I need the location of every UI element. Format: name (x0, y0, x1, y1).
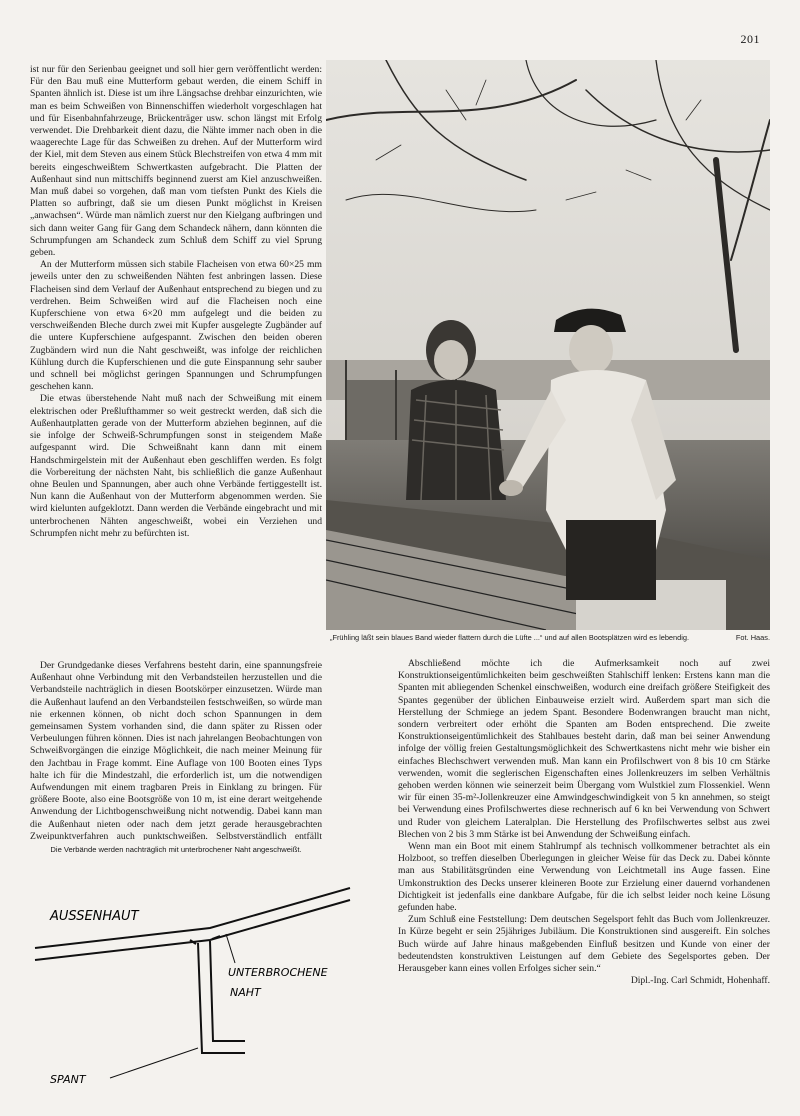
photo-credit: Fot. Haas. (735, 633, 770, 642)
seam-leader (226, 934, 235, 963)
photo-caption (330, 633, 770, 642)
paragraph: Abschließend möchte ich die Aufmerksamkeit noch auf zwei Konstruktionseigentümlichkeiten beim geschweißten Stahlschiff lenken: Erstens kann man die Spanten mit abliegenden Schenkel einschweißen, wodurch eine dreifach größere Steifigkeit des Spantes gegenüber der üblichen Einbauweise erzielt wird. Außerdem spart man sich die Herstellung der Schmiege an jedem Spant. Besondere Bodenwrangen braucht man nicht, sondern verbreitert oder erhöht die Spanten am Boden entsprechend. Die zweite Konstruktionseigentümlichkeit des Stahlbaues besteht darin, daß man bei seiner Anwendung infolge der völlig freien Gestaltungsmöglichkeit des Schwertkastens nicht mehr wie bisher ein einfaches Blechschwert verwenden muß. Man kann ein Profilschwert von 8 bis 10 cm Stärke verwenden, womit die seglerischen Eigenschaften eines Jollenkreuzers im selben Verhältnis gehoben werden können wie seinerzeit beim Übergang vom Wulstkiel zum Flossenkiel. Wenn wir für einen 35-m²-Jollenkreuzer eine Amwindgeschwindigkeit von 5 kn annehmen, so steigt bei Verwendung eines Profilschwertes diese rechnerisch auf 6 kn bei Verwendung von Schwert und Ruder von gleichem Lateralplan. Die Herstellung des Profilschwertes selbst aus zwei Blechen von 2 bis 3 mm Stärke ist bei Anwendung der Schweißung einfach. (398, 658, 770, 840)
paragraph: Der Grundgedanke dieses Verfahrens besteht darin, eine spannungsfreie Außenhaut ohne Verbindung mit den Verbandsteilen herzustellen und die Verbandsteile nachträglich in diesen Bootskörper einzusetzen. Würde man die Außenhaut laufend an den Verbandsteilen festschweißen, so würde man nie erkennen können, ob nicht doch schon Spannungen in dem gemeinsamen System vorhanden sind, die dann später zu Rissen oder Verbeulungen führen können. Dies ist nach jahrelangen Beobachtungen von Schweißvorgängen die einzige Möglichkeit, die nach meiner Meinung für den Jachtbau in Frage kommt. Eine Auflage von 100 Booten eines Typs halte ich für die Mindestzahl, die erforderlich ist, um die notwendigen Aufwendungen mit einem tragbaren Preis in Einklang zu bringen. Für größere Boote, also eine Bootsgröße von 10 m, ist eine derart weitgehende Anwendung der Lichtbogenschweißung nicht notwendig. Dabei kann man die Außenhaut nieten oder nach dem jetzt gerade herausgebrachten Zweipunktverfahren auch punktschweißen. Selbstverständlich entfällt (30, 660, 322, 840)
weld-diagram (30, 868, 360, 1098)
label-seam-2: NAHT (230, 986, 261, 999)
author-signature: Dipl.-Ing. Carl Schmidt, Hohenhaff. (630, 975, 770, 987)
article-column-right (398, 658, 770, 1098)
weld-diagram-svg (30, 868, 360, 1098)
caption-text: „Frühling läßt sein blaues Band wieder flattern durch die Lüfte ...“ und auf allen Bootsplätzen wird es lebendig. (330, 633, 690, 642)
diagram-caption: Die Verbände werden nachträglich mit unterbrochener Naht angeschweißt. (50, 845, 302, 854)
label-frame: SPANT (50, 1073, 86, 1086)
photo-illustration (326, 60, 770, 630)
paragraph: Wenn man ein Boot mit einem Stahlrumpf als technisch vollkommener betrachtet als ein Holzboot, so treffen dieselben Überlegungen in gleicher Weise für das Deck zu. Dabei könnte man aus Stabilitätsgründen eine Verwendung von Leichtmetall ins Auge fassen. Eine Umkonstruktion des Decks unserer kleineren Boote zur Erzielung einer dauernd vorhandenen Dichtigkeit ist jedenfalls eine dankbare Aufgabe, für die ich selbst leider noch keine Lösung gefunden habe. (398, 841, 770, 914)
paragraph: Zum Schluß eine Feststellung: Dem deutschen Segelsport fehlt das Buch vom Jollenkreuzer. In Kürze begeht er sein 25jähriges Jubiläum. Die Konstruktionen sind ausgereift. Ein solches Buch würde auf Jahre hinaus maßgebenden Einfluß besitzen und Kunde von einer der bedeutendsten konstruktiven Leistungen auf dem Gebiete des Segelsportes geben. Der Herausgeber kann eines vollen Erfolges sicher sein.“ (398, 914, 770, 975)
photo-shipyard-workers (326, 60, 770, 630)
frame-leader (110, 1048, 198, 1078)
article-column-left-lower (30, 660, 322, 840)
article-column-left (30, 64, 322, 668)
paragraph: Die etwas überstehende Naht muß nach der Schweißung mit einem elektrischen oder Preßlufthammer so weit gestreckt werden, daß sich die Außenhautplatten gerade von der Mutterform abziehen beginnen, auf die sie infolge der Schweiß-Schrumpfungen sonst in steigendem Maße aufgespannt wird. Die Schweißnaht kann dann mit einem Handschmirgelstein mit der Außenhaut eben geschliffen werden. Es folgt die Vorbereitung der nächsten Naht, bis schließlich die ganze Außenhaut ohne Beulen und Spannungen, aber auch ohne Verbände fertiggestellt ist. Nun kann die Außenhaut von der Mutterform abgenommen werden. Sie wird kielunten aufgeklotzt. Dann werden die Verbände eingebracht und mit unterbrochenen Nähten angeschweißt, wobei ein Verziehen und Schrumpfen nicht mehr zu befürchten ist. (30, 393, 322, 539)
paragraph: An der Mutterform müssen sich stabile Flacheisen von etwa 60×25 mm jeweils unter den zu schweißenden Nähten fest anbringen lassen. Diese Flacheisen sind dem Verlauf der Außenhaut entsprechend zu biegen und zu verdrehen. Beim Schweißen wird auf die Flacheisen noch eine Kupferschiene von etwa 6×20 mm aufgelegt und die beiden zu verschweißenden Bleche durch zwei mit Kupfer ausgelegte Zugbänder auf die untere Kupferschiene aufgespannt. Zwischen den beiden oberen Zugbändern wird nun die Naht geschweißt, was infolge der reichlichen Kühlung durch die Kupferschienen und die gute Einspannung sehr sauber und schnell bei möglichst geringen Spannungen und Schrumpfungen geschehen kann. (30, 259, 322, 393)
page-number: 201 (740, 32, 760, 46)
label-hull: AUSSENHAUT (50, 909, 139, 924)
label-seam-1: UNTERBROCHENE (228, 966, 328, 979)
paragraph: ist nur für den Serienbau geeignet und soll hier gern veröffentlicht werden: Für den Bau muß eine Mutterform gebaut werden, die einem Schiff in Spanten ähnlich ist. Diese ist um ihre Längsachse drehbar einzurichten, wie man es beim Schweißen von Binnenschiffen wiederholt vorgeschlagen hat und für Eisenbahnfahrzeuge, Brückenträger usw. schon längst mit Erfolg verwendet. Die Drehbarkeit dient dazu, die Nähte immer nach oben in die waagerechte Lage für das Schweißen zu drehen. Auf der Mutterform wird der Kiel, mit dem Steven aus einem Stück Blechstreifen von etwa 4 mm mit bereits eingeschweißtem Schwertkasten aufgebracht. Die Platten der Außenhaut sind nun mittschiffs beginnend zuerst am Kiel anzuschweißen. Man muß dabei so vorgehen, daß man vom tiefsten Punkt des Kiels die Platten so aufbringt, daß sie um diesen Punkt möglichst in Kreisen „anwachsen“. Würde man nämlich zuerst nur den Kielgang aufbringen und sich dann weiter Gang für Gang dem Schandeck nähern, dann könnten die Schrumpfungen am Schandeck zum Schluß dem Schiff zu viel Sprung geben. (30, 64, 322, 259)
